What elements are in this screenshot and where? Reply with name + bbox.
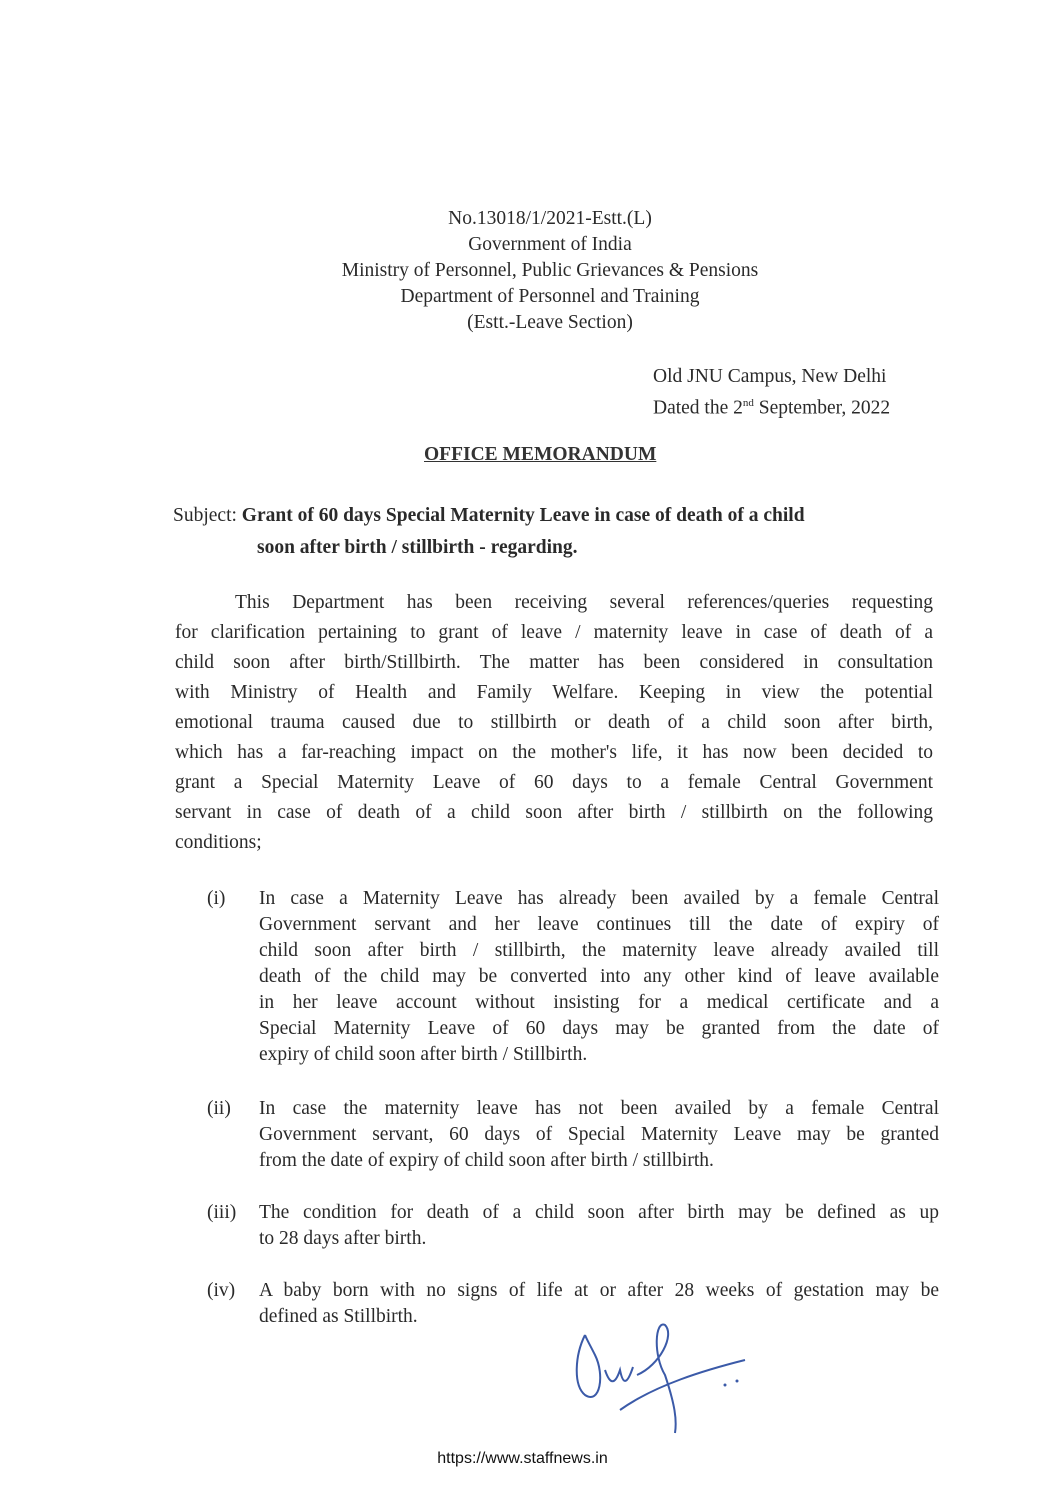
condition-item — [207, 1096, 939, 1174]
subject: Subject: Grant of 60 days Special Maternity Leave in case of death of a child soon after birth / stillbirth - regarding. — [173, 505, 805, 558]
paragraph-line: emotional trauma caused due to stillbirth or death of a child soon after birth, — [175, 712, 933, 733]
file-number: No.13018/1/2021-Estt.(L) — [448, 208, 652, 229]
item-line: child soon after birth / stillbirth, the maternity leave already availed till — [259, 940, 939, 961]
item-line: to 28 days after birth. — [259, 1228, 427, 1249]
item-line: Government servant, 60 days of Special Maternity Leave may be granted — [259, 1124, 939, 1145]
item-line: death of the child may be converted into any other kind of leave available — [259, 966, 939, 987]
item-line: In case a Maternity Leave has already been availed by a female Central — [259, 888, 939, 909]
subject-label: Subject: — [173, 505, 237, 526]
paragraph-line: for clarification pertaining to grant of leave / maternity leave in case of death of a — [175, 622, 933, 643]
signature — [565, 1315, 765, 1435]
condition-item — [207, 1200, 939, 1252]
item-label: (ii) — [207, 1098, 231, 1119]
paragraph-line: conditions; — [175, 832, 262, 853]
item-line: In case the maternity leave has not been availed by a female Central — [259, 1098, 939, 1119]
paragraph-line: child soon after birth/Stillbirth. The matter has been considered in consultation — [175, 652, 933, 673]
date: Dated the 2nd September, 2022 — [653, 397, 891, 419]
paragraph-line: grant a Special Maternity Leave of 60 days to a female Central Government — [175, 772, 933, 793]
paragraph-line: with Ministry of Health and Family Welfare. Keeping in view the potential — [175, 682, 933, 703]
paragraph-line: This Department has been receiving several references/queries requesting — [235, 592, 933, 613]
condition-item — [207, 886, 939, 1068]
paragraph-line: which has a far-reaching impact on the mother's life, it has now been decided to — [175, 742, 933, 763]
item-line: in her leave account without insisting for a medical certificate and a — [259, 992, 939, 1013]
government: Government of India — [468, 234, 632, 255]
place-date — [653, 364, 890, 422]
location: Old JNU Campus, New Delhi — [653, 366, 887, 387]
paragraph-line: servant in case of death of a child soon after birth / stillbirth on the following — [175, 802, 933, 823]
item-line: expiry of child soon after birth / Stillbirth. — [259, 1044, 588, 1065]
item-line: from the date of expiry of child soon after birth / stillbirth. — [259, 1150, 714, 1171]
ministry: Ministry of Personnel, Public Grievances & Pensions — [341, 260, 759, 281]
memo-title: OFFICE MEMORANDUM — [424, 444, 657, 465]
item-line: A baby born with no signs of life at or after 28 weeks of gestation may be — [259, 1280, 939, 1301]
item-line: Special Maternity Leave of 60 days may be granted from the date of — [259, 1018, 939, 1039]
item-label: (iii) — [207, 1202, 237, 1223]
item-line: The condition for death of a child soon after birth may be defined as up — [259, 1202, 939, 1223]
item-line: Government servant and her leave continues till the date of expiry of — [259, 914, 939, 935]
item-label: (i) — [207, 888, 226, 909]
source-url: https://www.staffnews.in — [437, 1450, 608, 1467]
document-header — [250, 206, 850, 336]
body-paragraph — [175, 588, 933, 858]
department: Department of Personnel and Training — [400, 286, 700, 307]
section: (Estt.-Leave Section) — [467, 312, 633, 333]
item-label: (iv) — [207, 1280, 236, 1301]
item-line: defined as Stillbirth. — [259, 1306, 418, 1327]
